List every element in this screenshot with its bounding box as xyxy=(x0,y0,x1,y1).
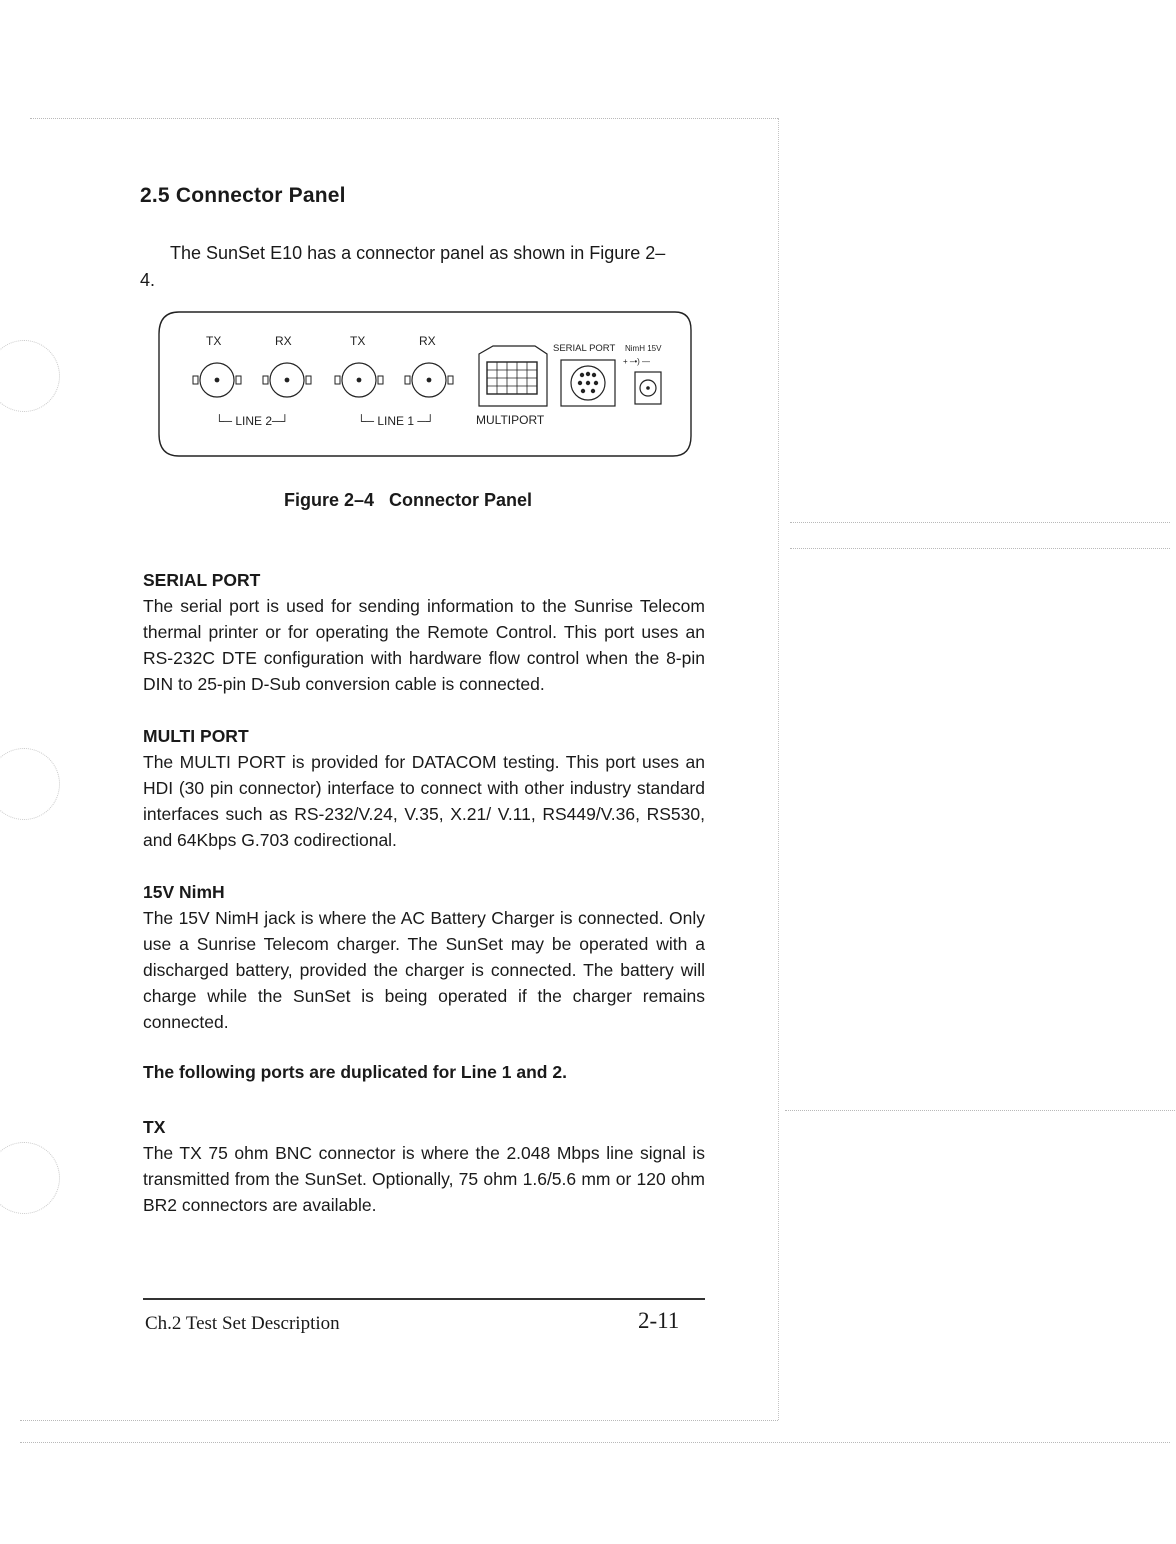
bnc-connector-line1-rx xyxy=(405,363,453,397)
scan-border-right xyxy=(778,118,779,1420)
serial-port-label: SERIAL PORT xyxy=(553,343,616,354)
bnc-label-line1-tx: TX xyxy=(350,334,366,348)
bnc-connector-line2-rx xyxy=(263,363,311,397)
footer-rule xyxy=(143,1298,705,1300)
tx-heading: TX xyxy=(143,1117,166,1137)
binder-hole-top xyxy=(0,340,60,412)
serial-port-body: The serial port is used for sending information to the Sunrise Telecom thermal printer or for operating the Remote Control. This port uses an RS-232C DTE configuration with hardware flow control when the 8-pin DIN to 25-pin D-Sub conversion cable is connected. xyxy=(143,596,705,694)
nimh-label: NimH 15V xyxy=(625,344,662,353)
line1-label: └─ LINE 1 ─┘ xyxy=(357,414,435,428)
figure-caption: Figure 2–4 Connector Panel xyxy=(284,490,533,510)
nimh-heading: 15V NimH xyxy=(143,882,225,902)
tx-section xyxy=(143,1114,705,1218)
footer-chapter: Ch.2 Test Set Description xyxy=(145,1313,340,1334)
multi-port-section xyxy=(143,723,705,853)
duplicated-ports-note: The following ports are duplicated for Line 1 and 2. xyxy=(143,1062,567,1082)
nimh-section xyxy=(143,879,705,1035)
scan-right-mark-2 xyxy=(790,548,1170,549)
intro-line-2: 4. xyxy=(140,270,156,290)
section-title: 2.5 Connector Panel xyxy=(140,184,346,207)
scan-border-top xyxy=(30,118,778,119)
binder-hole-middle xyxy=(0,748,60,820)
intro-paragraph xyxy=(140,240,715,294)
serial-port-connector xyxy=(561,360,615,406)
multiport-connector xyxy=(479,346,547,406)
multi-port-heading: MULTI PORT xyxy=(143,726,249,746)
bnc-label-line2-tx: TX xyxy=(206,334,222,348)
scan-right-mark-3 xyxy=(785,1110,1175,1111)
tx-body: The TX 75 ohm BNC connector is where the 2.048 Mbps line signal is transmitted from the SunSet. Optionally, 75 ohm 1.6/5.6 mm or 120 ohm BR2 connectors are available. xyxy=(143,1143,705,1215)
nimh-power-jack xyxy=(635,372,661,404)
multi-port-body: The MULTI PORT is provided for DATACOM testing. This port uses an HDI (30 pin connector) interface to connect with other industry standard interfaces such as RS-232/V.24, V.35, X.21/ V.11, RS449/V.36, RS530, and 64Kbps G.703 codirectional. xyxy=(143,752,705,850)
binder-hole-bottom xyxy=(0,1142,60,1214)
bnc-label-line2-rx: RX xyxy=(275,334,292,348)
serial-port-heading: SERIAL PORT xyxy=(143,570,261,590)
scan-border-bottom xyxy=(20,1420,778,1421)
line2-label: └─ LINE 2─┘ xyxy=(215,414,290,428)
bnc-connector-line1-tx xyxy=(335,363,383,397)
scan-border-bottom-2 xyxy=(20,1442,1170,1443)
serial-port-section xyxy=(143,567,705,697)
nimh-body: The 15V NimH jack is where the AC Battery Charger is connected. Only use a Sunrise Telecom charger. The SunSet may be operated with a discharged battery, provided the charger is connected. The battery will charge while the SunSet is being operated if the charger remains connected. xyxy=(143,908,705,1032)
bnc-label-line1-rx: RX xyxy=(419,334,436,348)
scan-right-mark-1 xyxy=(790,522,1170,523)
nimh-polarity-label: + –•) — xyxy=(623,357,651,366)
multiport-label: MULTIPORT xyxy=(476,413,545,427)
intro-line-1: The SunSet E10 has a connector panel as shown in Figure 2– xyxy=(170,243,666,263)
bnc-connector-line2-tx xyxy=(193,363,241,397)
footer-page-number: 2-11 xyxy=(638,1308,680,1333)
connector-panel-figure xyxy=(157,308,697,468)
